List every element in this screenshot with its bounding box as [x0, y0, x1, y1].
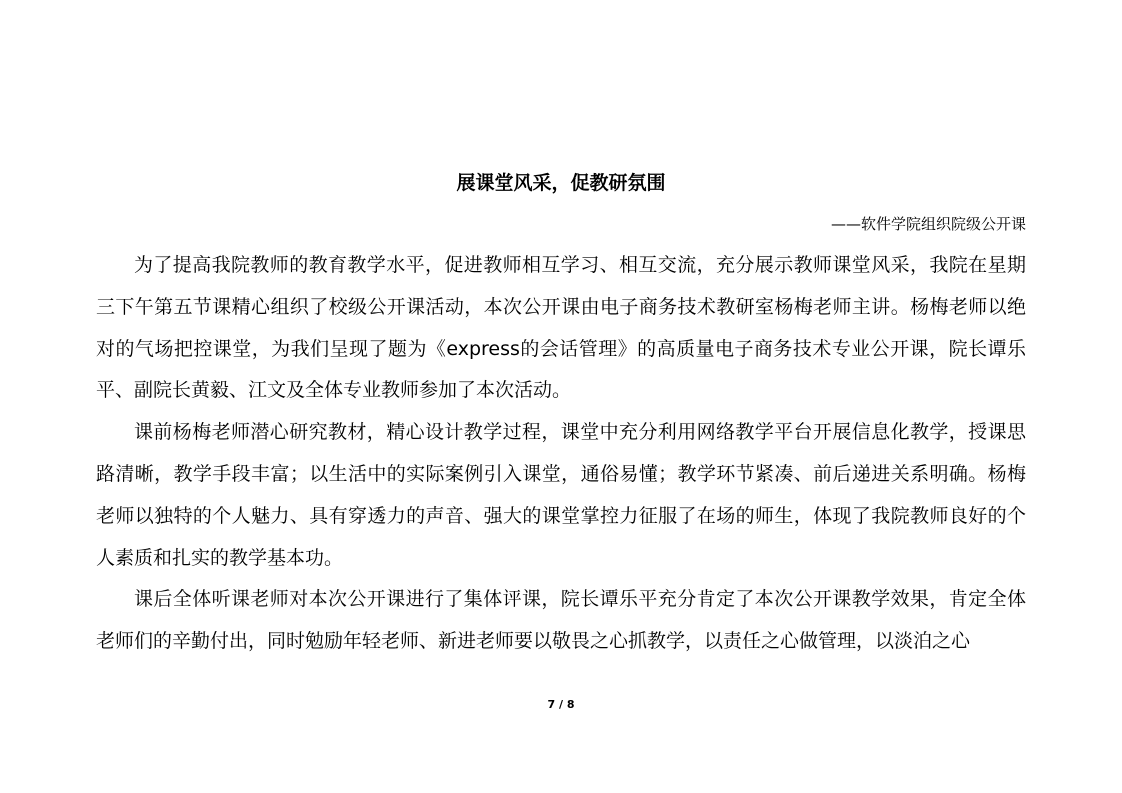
- page-number: 7 / 8: [547, 698, 575, 711]
- document-title: 展课堂风采，促教研氛围: [456, 172, 666, 194]
- document-body: [96, 245, 1026, 665]
- body-paragraph: 为了提高我院教师的教育教学水平，促进教师相互学习、相互交流，充分展示教师课堂风采，我院在星期三下午第五节课精心组织了校级公开课活动，本次公开课由电子商务技术教研室杨梅老师主讲。杨梅老师以绝对的气场把控课堂，为我们呈现了题为《express的会话管理》的高质量电子商务技术专业公开课，院长谭乐平、副院长黄毅、江文及全体专业教师参加了本次活动。: [96, 254, 1026, 402]
- body-paragraph: 课后全体听课老师对本次公开课进行了集体评课，院长谭乐平充分肯定了本次公开课教学效果，肯定全体老师们的辛勤付出，同时勉励年轻老师、新进老师要以敬畏之心抓教学，以责任之心做管理，以淡泊之心: [96, 588, 1026, 653]
- document-subtitle: ——软件学院组织院级公开课: [830, 215, 1026, 233]
- body-paragraph: 课前杨梅老师潜心研究教材，精心设计教学过程，课堂中充分利用网络教学平台开展信息化教学，授课思路清晰，教学手段丰富；以生活中的实际案例引入课堂，通俗易懂；教学环节紧凑、前后递进关系明确。杨梅老师以独特的个人魅力、具有穿透力的声音、强大的课堂掌控力征服了在场的师生，体现了我院教师良好的个人素质和扎实的教学基本功。: [96, 421, 1026, 569]
